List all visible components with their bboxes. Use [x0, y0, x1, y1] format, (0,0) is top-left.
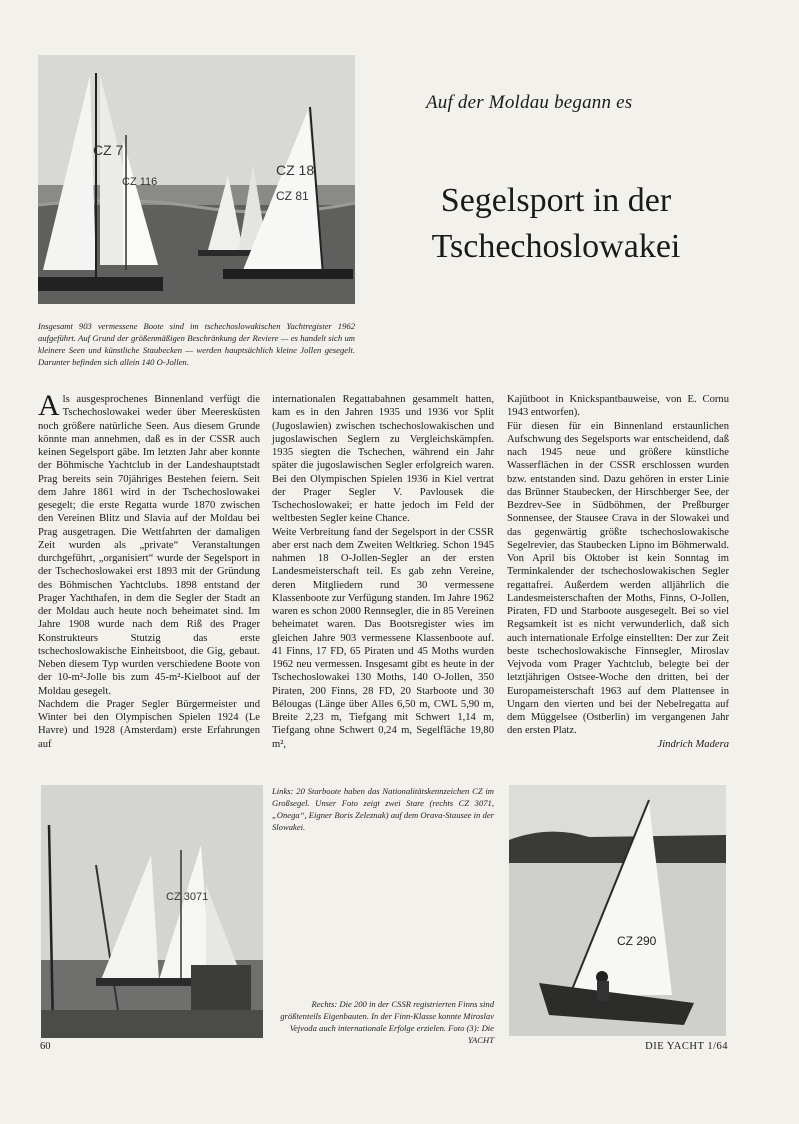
- caption-right-text: Rechts: Die 200 in der CSSR registrierten Finns sind größtenteils Eigenbauten. In der Finn-Klasse konnte Miroslav Vejvoda auch internationale Erfolge erzielen.: [280, 999, 494, 1033]
- caption-left-photo: Links: 20 Starboote haben das Nationalitätskennzeichen CZ im Großsegel. Unser Foto zeigt zwei Stare (rechts CZ 3071, „Onega“, Eigner Boris Zeleznak) auf dem Orava-Stausee in der Slowakei.: [272, 786, 494, 832]
- title-line-1: Segelsport in der: [440, 182, 672, 219]
- sail-number-label: CZ 81: [276, 189, 309, 203]
- sail-number-label: CZ 290: [617, 934, 657, 948]
- col3-paragraph-1: Kajütboot in Knickspantbauweise, von E. Cornu 1943 entworfen).: [507, 394, 729, 419]
- sail-number-label: CZ 3071: [166, 891, 209, 903]
- col2-paragraph-1: internationalen Regattabahnen gesammelt hatten, kam es in den Jahren 1935 und 1936 vor Split (Jugoslawien) zwischen tschechoslowakischen und jugoslawischen Seglern zu Vergleichskämpfen. 1935 siegten die Tschechen, während ein Jahr später die jugoslawischen Segler erfolgreich waren. Bei den Olympischen Spielen 1936 in Kiel vertrat der Prager Segler V. Pavlousek die Tschechoslowakei; er hatte jedoch im Feld der weltbesten Segler keine Chance.: [272, 394, 494, 525]
- col1-paragraph-2: Nachdem die Prager Segler Bürgermeister und Winter bei den Olympischen Spielen 1924 (Le Havre) und 1928 (Amsterdam) erste Erfahrungen auf: [38, 698, 260, 750]
- article-column-2: [272, 393, 494, 751]
- photo-starboats: [41, 785, 263, 1038]
- photo-finn-dinghy: [509, 785, 726, 1036]
- title-line-2: Tschechoslowakei: [431, 228, 681, 265]
- col3-paragraph-2: Für diesen für ein Binnenland erstaunlichen Aufschwung des Segelsports war entscheidend, daß nach 1945 neue und größere künstliche Wasserflächen in der CSSR erschlossen wurden bzw. entstanden sind. Dazu gehören in erster Linie das Brünner Staubecken, der Hirschberger See, der Bezdrev-See in Südböhmen, der Preßburger Sonnensee, der Stausee Crava in der Slowakei und das gegenwärtig größte tschechoslowakische Segelrevier, das Staubecken Lipno im Böhmerwald. Von April bis Oktober ist kein Sonntag im Terminkalender der tschechoslowakischen Segler regattafrei. Außerdem werden alljährlich die Landesmeisterschaften der Moths, Finns, O-Jollen, Piraten, FD und Starboote ausgesegelt. Bei so viel Regsamkeit ist es nicht verwunderlich, daß sich auch internationale Erfolge einstellten: Der zur Zeit beste tschechoslowakische Finnsegler, Miroslav Vejvoda vom Prager Yachtclub, belegte bei der letztjährigen Ostsee-Woche den dritten, bei der Europameisterschaft 1963 auf dem Plattensee in Ungarn den vierten und bei der Nebelregatta auf dem Müggelsee (Ostberlin) im vergangenen Jahr den ersten Platz.: [507, 420, 729, 737]
- magazine-issue: DIE YACHT 1/64: [645, 1041, 728, 1052]
- sail-number-label: CZ 116: [122, 176, 158, 188]
- article-column-1: [38, 389, 260, 751]
- article-kicker: Auf der Moldau begann es: [426, 92, 633, 113]
- drop-cap: A: [38, 389, 60, 422]
- starboats-illustration: [41, 785, 263, 1038]
- photo-credit: Foto (3): Die YACHT: [448, 1023, 494, 1045]
- col2-paragraph-2: Weite Verbreitung fand der Segelsport in der CSSR aber erst nach dem Zweiten Weltkrieg. Schon 1945 nahmen 18 O-Jollen-Segler an der ersten Landesmeisterschaft teil. Es gab zehn Vereine, deren Mitgliedern rund 30 vermessene Klassenboote zur Verfügung standen. Im Jahre 1962 waren es schon 2000 Rennsegler, die in 85 Vereinen beheimatet waren. Das Bootsregister wies im gleichen Jahre 903 vermessene Klassenboote auf. 41 Finns, 17 FD, 65 Piraten und 45 Moths wurden 1962 neu vermessen. Insgesamt gibt es heute in der Tschechoslowakei 130 Moths, 140 O-Jollen, 350 Piraten, 200 Finns, 28 FD, 20 Starboote und 30 Bélougas (Länge über Alles 6,50 m, CWL 5,90 m, Breite 2,23 m, Tiefgang mit Schwert 1,14 m, Tiefgang ohne Schwert 0,24 m, Segelfläche 19,80 m²,: [272, 526, 494, 750]
- sailboats-illustration: [38, 55, 355, 304]
- sail-number-label: CZ 7: [93, 142, 124, 158]
- article-column-3: [507, 393, 729, 751]
- col1-paragraph-1: ls ausgesprochenes Binnenland verfügt die Tschechoslowakei weder über Meeresküsten noch größere natürliche Seen. Aus diesem Grunde könnte man annehmen, daß es in der CSSR auch keinen Segelsport gäbe. Im letzten Jahr aber konnte der Böhmische Yachtclub in der Landeshauptstadt Prag bereits sein 70jähriges Bestehen feiern. Seit dem Jahre 1861 wird in der Tschechoslowakei gesegelt; die erste Regatta wurde 1870 zwischen den Vereinen Blitz und Slavia auf der Moldau bei Prag ausgetragen. Die Wettfahrten der damaligen Zeit wurden als „private“ Veranstaltungen durchgeführt, „organisiert“ wurde der Segelsport in der Tschechoslowakei erst 1893 mit der Gründung des Böhmischen Yachtclubs. 1898 entstand der Prager Yachthafen, in dem die Segler der Stadt an der Moldau auch heute noch beheimatet sind. Im Jahre 1908 wurde nach dem Riß des Prager Konstrukteurs Stutzig das erste tschechoslowakische Einheitsboot, die Gig, gebaut. Neben diesem Typ wurden verschiedene Boote von der 10-m²-Jolle bis zum 45-m²-Kielboot auf der Moldau gesegelt.: [38, 394, 260, 697]
- sail-number-label: CZ 18: [276, 162, 315, 178]
- caption-top-photo: Insgesamt 903 vermessene Boote sind im tschechoslowakischen Yachtregister 1962 aufgeführt. Auf Grund der größenmäßigen Beschränkung der Reviere — es handelt sich um kleinere Seen und künstliche Staubecken — werden hauptsächlich kleine Jollen gesegelt. Darunter befinden sich allein 140 O-Jollen.: [38, 321, 355, 367]
- page-number: 60: [40, 1041, 51, 1052]
- article-title: [405, 178, 707, 270]
- author-signature: Jindrich Madera: [657, 738, 729, 750]
- finn-illustration: [509, 785, 726, 1036]
- photo-sailboats-regatta: [38, 55, 355, 304]
- caption-right-photo: [272, 998, 494, 1046]
